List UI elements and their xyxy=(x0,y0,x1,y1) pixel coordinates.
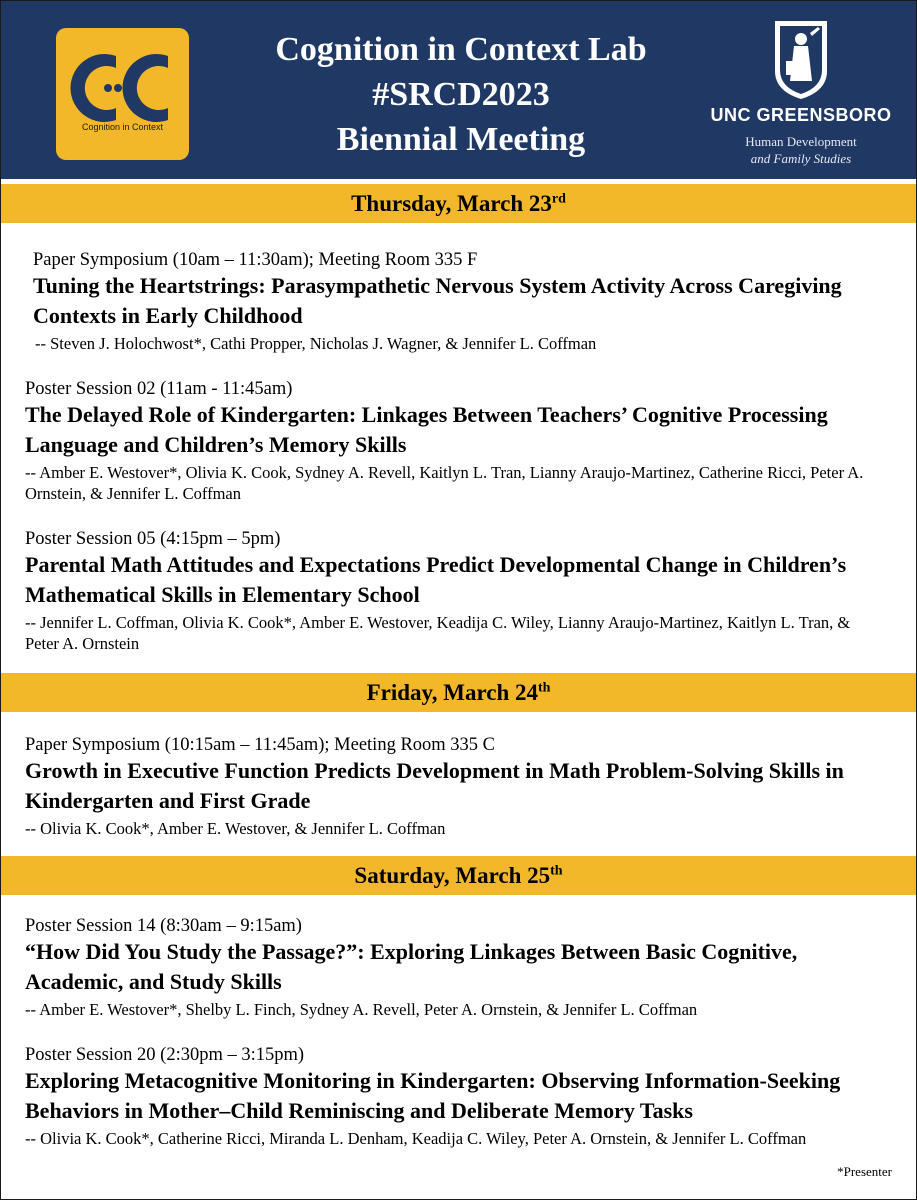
session-item xyxy=(1,528,916,654)
session-item xyxy=(1,1044,916,1149)
day-header-saturday xyxy=(1,856,916,895)
session-label: Paper Symposium (10:15am – 11:45am); Meeting Room 335 C xyxy=(25,735,496,755)
university-name: UNC GREENSBORO xyxy=(710,105,892,125)
cognition-in-context-logo xyxy=(56,28,189,160)
session-authors: -- Steven J. Holochwost*, Cathi Propper, Nicholas J. Wagner, & Jennifer L. Coffman xyxy=(35,334,597,353)
session-label: Paper Symposium (10am – 11:30am); Meeting Room 335 F xyxy=(33,250,478,270)
lab-logo-caption: Cognition in Context xyxy=(81,122,164,132)
session-title: The Delayed Role of Kindergarten: Linkages Between Teachers’ Cognitive Processing Language and Children’s Memory Skills xyxy=(25,402,828,457)
session-label: Poster Session 14 (8:30am – 9:15am) xyxy=(25,916,302,936)
session-label: Poster Session 02 (11am - 11:45am) xyxy=(25,379,293,399)
department-line-2: and Family Studies xyxy=(750,151,852,166)
minerva-emblem-icon xyxy=(772,19,830,101)
day-date-suffix: rd xyxy=(551,191,566,207)
header-banner xyxy=(1,1,916,179)
uncg-logo xyxy=(701,19,901,169)
session-item xyxy=(1,915,916,1020)
session-authors: -- Amber E. Westover*, Olivia K. Cook, Sydney A. Revell, Kaitlyn L. Tran, Lianny Araujo-Martinez, Catherine Ricci, Peter A. Ornstein, & Jennifer L. Coffman xyxy=(25,463,864,503)
department-name xyxy=(701,133,901,167)
title-line-lab: Cognition in Context Lab xyxy=(275,31,647,68)
session-label: Poster Session 05 (4:15pm – 5pm) xyxy=(25,529,281,549)
day-date-suffix: th xyxy=(537,680,551,696)
session-title: Growth in Executive Function Predicts Development in Math Problem-Solving Skills in Kindergarten and First Grade xyxy=(25,758,844,813)
day-header-friday xyxy=(1,673,916,712)
day-header-thursday xyxy=(1,184,916,223)
day-date: Friday, March 24 xyxy=(366,680,538,705)
session-title: “How Did You Study the Passage?”: Exploring Linkages Between Basic Cognitive, Academic, and Study Skills xyxy=(25,939,798,994)
session-authors: -- Amber E. Westover*, Shelby L. Finch, Sydney A. Revell, Peter A. Ornstein, & Jennifer L. Coffman xyxy=(25,1000,698,1019)
day-date: Saturday, March 25 xyxy=(354,863,551,888)
session-label: Poster Session 20 (2:30pm – 3:15pm) xyxy=(25,1045,305,1065)
session-item xyxy=(1,378,916,504)
session-title: Parental Math Attitudes and Expectations Predict Developmental Change in Children’s Mathematical Skills in Elementary School xyxy=(25,552,847,607)
session-item xyxy=(1,249,916,354)
title-line-hashtag: #SRCD2023 xyxy=(372,76,550,113)
title-line-meeting: Biennial Meeting xyxy=(336,121,586,158)
session-authors: -- Jennifer L. Coffman, Olivia K. Cook*, Amber E. Westover, Keadija C. Wiley, Lianny Araujo-Martinez, Kaitlyn L. Tran, & Peter A. Ornstein xyxy=(25,613,851,653)
session-authors: -- Olivia K. Cook*, Amber E. Westover, & Jennifer L. Coffman xyxy=(25,819,446,838)
cc-logo-icon xyxy=(56,28,189,160)
department-line-1: Human Development xyxy=(745,134,857,149)
day-date: Thursday, March 23 xyxy=(351,191,552,216)
presenter-footnote: *Presenter xyxy=(837,1164,892,1179)
session-title: Tuning the Heartstrings: Parasympathetic Nervous System Activity Across Caregiving Contexts in Early Childhood xyxy=(33,273,842,328)
day-date-suffix: th xyxy=(550,863,563,879)
session-item xyxy=(1,734,916,839)
page-title xyxy=(216,27,706,162)
session-title: Exploring Metacognitive Monitoring in Kindergarten: Observing Information-Seeking Behaviors in Mother–Child Reminiscing and Deliberate Memory Tasks xyxy=(25,1068,841,1123)
session-authors: -- Olivia K. Cook*, Catherine Ricci, Miranda L. Denham, Keadija C. Wiley, Peter A. Ornstein, & Jennifer L. Coffman xyxy=(25,1129,807,1148)
